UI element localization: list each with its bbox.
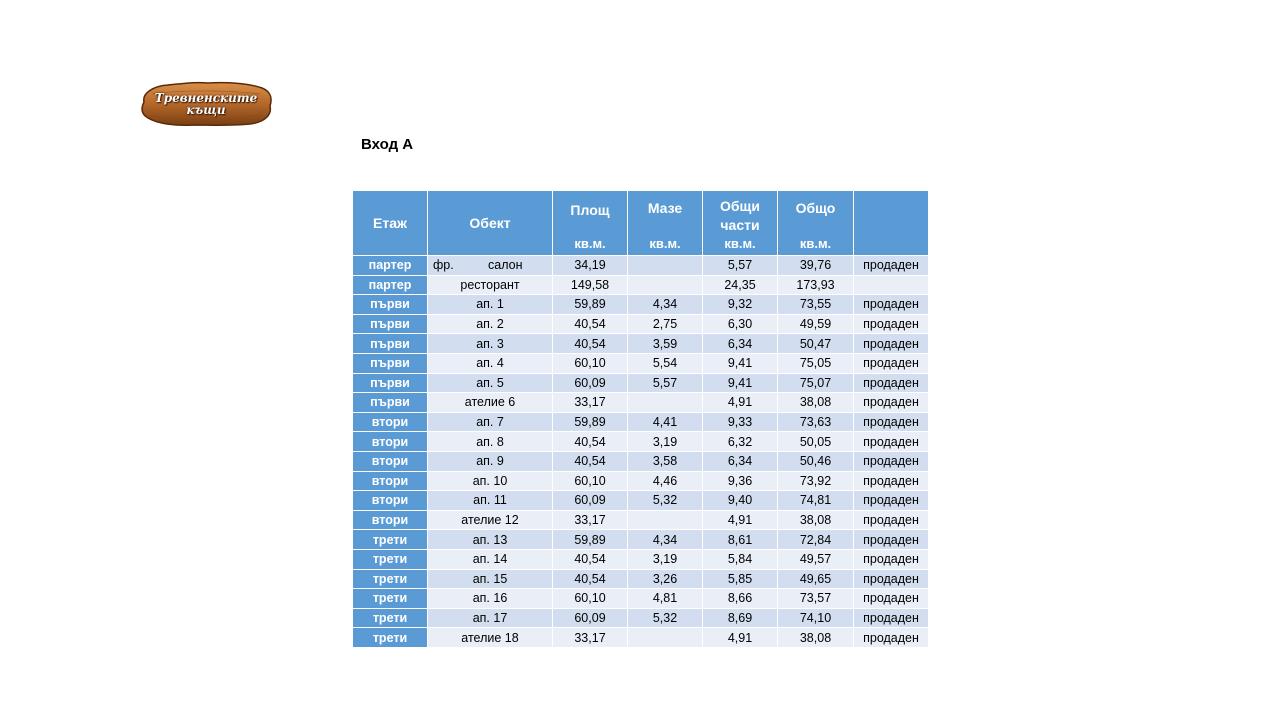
basement-cell: 3,59 (628, 334, 703, 354)
floor-cell: трети (353, 530, 428, 550)
area-cell: 60,09 (553, 491, 628, 511)
table-row (353, 412, 929, 432)
status-cell: продаден (854, 530, 929, 550)
table-row (353, 295, 929, 315)
status-cell: продаден (854, 589, 929, 609)
object-cell: ап. 15 (428, 569, 553, 589)
basement-cell: 3,19 (628, 432, 703, 452)
table-row (353, 373, 929, 393)
status-cell: продаден (854, 432, 929, 452)
status-cell: продаден (854, 314, 929, 334)
common-cell: 8,61 (703, 530, 778, 550)
basement-cell: 5,32 (628, 608, 703, 628)
status-cell: продаден (854, 393, 929, 413)
object-name: салон (488, 258, 523, 273)
status-cell: продаден (854, 334, 929, 354)
object-cell: ап. 4 (428, 353, 553, 373)
basement-cell: 5,57 (628, 373, 703, 393)
basement-cell: 4,41 (628, 412, 703, 432)
total-cell: 50,46 (778, 451, 854, 471)
total-cell: 49,59 (778, 314, 854, 334)
floor-cell: първи (353, 353, 428, 373)
total-cell: 49,57 (778, 549, 854, 569)
object-cell: ап. 8 (428, 432, 553, 452)
header-object: Обект (428, 191, 553, 256)
apartments-table (352, 190, 929, 648)
status-cell: продаден (854, 451, 929, 471)
total-cell: 73,63 (778, 412, 854, 432)
status-cell: продаден (854, 295, 929, 315)
floor-cell: втори (353, 471, 428, 491)
floor-cell: трети (353, 589, 428, 609)
status-cell: продаден (854, 471, 929, 491)
header-area: Площ кв.м. (553, 191, 628, 256)
basement-cell: 4,81 (628, 589, 703, 609)
header-status (854, 191, 929, 256)
basement-cell: 4,34 (628, 530, 703, 550)
basement-cell (628, 393, 703, 413)
total-cell: 38,08 (778, 393, 854, 413)
basement-cell: 3,19 (628, 549, 703, 569)
total-cell: 173,93 (778, 275, 854, 295)
object-cell: ап. 3 (428, 334, 553, 354)
status-cell: продаден (854, 549, 929, 569)
logo-line-2: къщи (186, 103, 226, 117)
common-cell: 4,91 (703, 393, 778, 413)
total-cell: 75,07 (778, 373, 854, 393)
common-cell: 4,91 (703, 510, 778, 530)
object-cell: ап. 11 (428, 491, 553, 511)
table-row (353, 549, 929, 569)
common-cell: 9,41 (703, 353, 778, 373)
object-cell: ап. 17 (428, 608, 553, 628)
status-cell: продаден (854, 373, 929, 393)
table-row (353, 256, 929, 276)
logo-line-1: Тревненските (154, 91, 258, 105)
object-cell (428, 256, 553, 276)
area-cell: 60,09 (553, 608, 628, 628)
status-cell: продаден (854, 412, 929, 432)
area-cell: 60,09 (553, 373, 628, 393)
table-row (353, 608, 929, 628)
table-row (353, 432, 929, 452)
floor-cell: първи (353, 393, 428, 413)
total-cell: 75,05 (778, 353, 854, 373)
status-cell: продаден (854, 510, 929, 530)
total-cell: 73,55 (778, 295, 854, 315)
basement-cell: 4,46 (628, 471, 703, 491)
header-floor: Етаж (353, 191, 428, 256)
total-cell: 74,10 (778, 608, 854, 628)
area-cell: 59,89 (553, 295, 628, 315)
common-cell: 9,36 (703, 471, 778, 491)
basement-cell: 3,26 (628, 569, 703, 589)
floor-cell: първи (353, 314, 428, 334)
total-cell: 38,08 (778, 628, 854, 648)
common-cell: 5,57 (703, 256, 778, 276)
table-row (353, 628, 929, 648)
total-cell: 73,57 (778, 589, 854, 609)
area-cell: 34,19 (553, 256, 628, 276)
common-cell: 5,84 (703, 549, 778, 569)
area-cell: 40,54 (553, 432, 628, 452)
common-cell: 24,35 (703, 275, 778, 295)
total-cell: 50,47 (778, 334, 854, 354)
object-cell: ап. 2 (428, 314, 553, 334)
floor-cell: първи (353, 295, 428, 315)
floor-cell: втори (353, 451, 428, 471)
common-cell: 6,34 (703, 451, 778, 471)
total-cell: 39,76 (778, 256, 854, 276)
object-cell: ресторант (428, 275, 553, 295)
basement-cell: 5,32 (628, 491, 703, 511)
basement-cell: 3,58 (628, 451, 703, 471)
status-cell: продаден (854, 256, 929, 276)
common-cell: 9,41 (703, 373, 778, 393)
object-prefix: фр. (433, 258, 454, 273)
header-total: Общо кв.м. (778, 191, 854, 256)
table-row (353, 451, 929, 471)
area-cell: 60,10 (553, 353, 628, 373)
common-cell: 8,66 (703, 589, 778, 609)
common-cell: 9,33 (703, 412, 778, 432)
logo-text (138, 80, 274, 128)
common-cell: 6,30 (703, 314, 778, 334)
status-cell: продаден (854, 569, 929, 589)
total-cell: 49,65 (778, 569, 854, 589)
common-cell: 4,91 (703, 628, 778, 648)
floor-cell: втори (353, 412, 428, 432)
area-cell: 40,54 (553, 451, 628, 471)
common-cell: 5,85 (703, 569, 778, 589)
common-cell: 9,40 (703, 491, 778, 511)
basement-cell: 5,54 (628, 353, 703, 373)
table-row (353, 334, 929, 354)
floor-cell: партер (353, 256, 428, 276)
object-cell: ап. 16 (428, 589, 553, 609)
status-cell (854, 275, 929, 295)
common-cell: 9,32 (703, 295, 778, 315)
floor-cell: трети (353, 549, 428, 569)
area-cell: 59,89 (553, 530, 628, 550)
table-row (353, 471, 929, 491)
floor-cell: първи (353, 373, 428, 393)
area-cell: 33,17 (553, 393, 628, 413)
area-cell: 40,54 (553, 314, 628, 334)
area-cell: 33,17 (553, 628, 628, 648)
table-row (353, 314, 929, 334)
area-cell: 59,89 (553, 412, 628, 432)
object-cell: ап. 14 (428, 549, 553, 569)
common-cell: 6,34 (703, 334, 778, 354)
page-title: Вход А (361, 136, 414, 153)
table-row (353, 353, 929, 373)
status-cell: продаден (854, 353, 929, 373)
basement-cell: 4,34 (628, 295, 703, 315)
object-cell: ап. 5 (428, 373, 553, 393)
area-cell: 40,54 (553, 334, 628, 354)
common-cell: 8,69 (703, 608, 778, 628)
table-row (353, 393, 929, 413)
status-cell: продаден (854, 628, 929, 648)
floor-cell: втори (353, 510, 428, 530)
floor-cell: партер (353, 275, 428, 295)
object-cell: ап. 9 (428, 451, 553, 471)
basement-cell (628, 628, 703, 648)
floor-cell: трети (353, 608, 428, 628)
table-row (353, 530, 929, 550)
status-cell: продаден (854, 608, 929, 628)
basement-cell (628, 275, 703, 295)
total-cell: 50,05 (778, 432, 854, 452)
logo (138, 80, 274, 128)
basement-cell: 2,75 (628, 314, 703, 334)
basement-cell (628, 510, 703, 530)
header-basement: Мазе кв.м. (628, 191, 703, 256)
table-row (353, 275, 929, 295)
floor-cell: втори (353, 491, 428, 511)
table-row (353, 510, 929, 530)
area-cell: 60,10 (553, 471, 628, 491)
table-header-row (353, 191, 929, 256)
floor-cell: първи (353, 334, 428, 354)
basement-cell (628, 256, 703, 276)
object-cell: ателие 12 (428, 510, 553, 530)
area-cell: 60,10 (553, 589, 628, 609)
object-cell: ап. 13 (428, 530, 553, 550)
area-cell: 33,17 (553, 510, 628, 530)
object-cell: ап. 10 (428, 471, 553, 491)
floor-cell: втори (353, 432, 428, 452)
table-row (353, 589, 929, 609)
object-cell: ателие 18 (428, 628, 553, 648)
object-cell: ап. 7 (428, 412, 553, 432)
total-cell: 74,81 (778, 491, 854, 511)
area-cell: 149,58 (553, 275, 628, 295)
total-cell: 72,84 (778, 530, 854, 550)
object-cell: ап. 1 (428, 295, 553, 315)
area-cell: 40,54 (553, 549, 628, 569)
object-cell: ателие 6 (428, 393, 553, 413)
total-cell: 73,92 (778, 471, 854, 491)
total-cell: 38,08 (778, 510, 854, 530)
floor-cell: трети (353, 569, 428, 589)
table-row (353, 569, 929, 589)
common-cell: 6,32 (703, 432, 778, 452)
header-common: Общи части кв.м. (703, 191, 778, 256)
area-cell: 40,54 (553, 569, 628, 589)
table-row (353, 491, 929, 511)
floor-cell: трети (353, 628, 428, 648)
status-cell: продаден (854, 491, 929, 511)
